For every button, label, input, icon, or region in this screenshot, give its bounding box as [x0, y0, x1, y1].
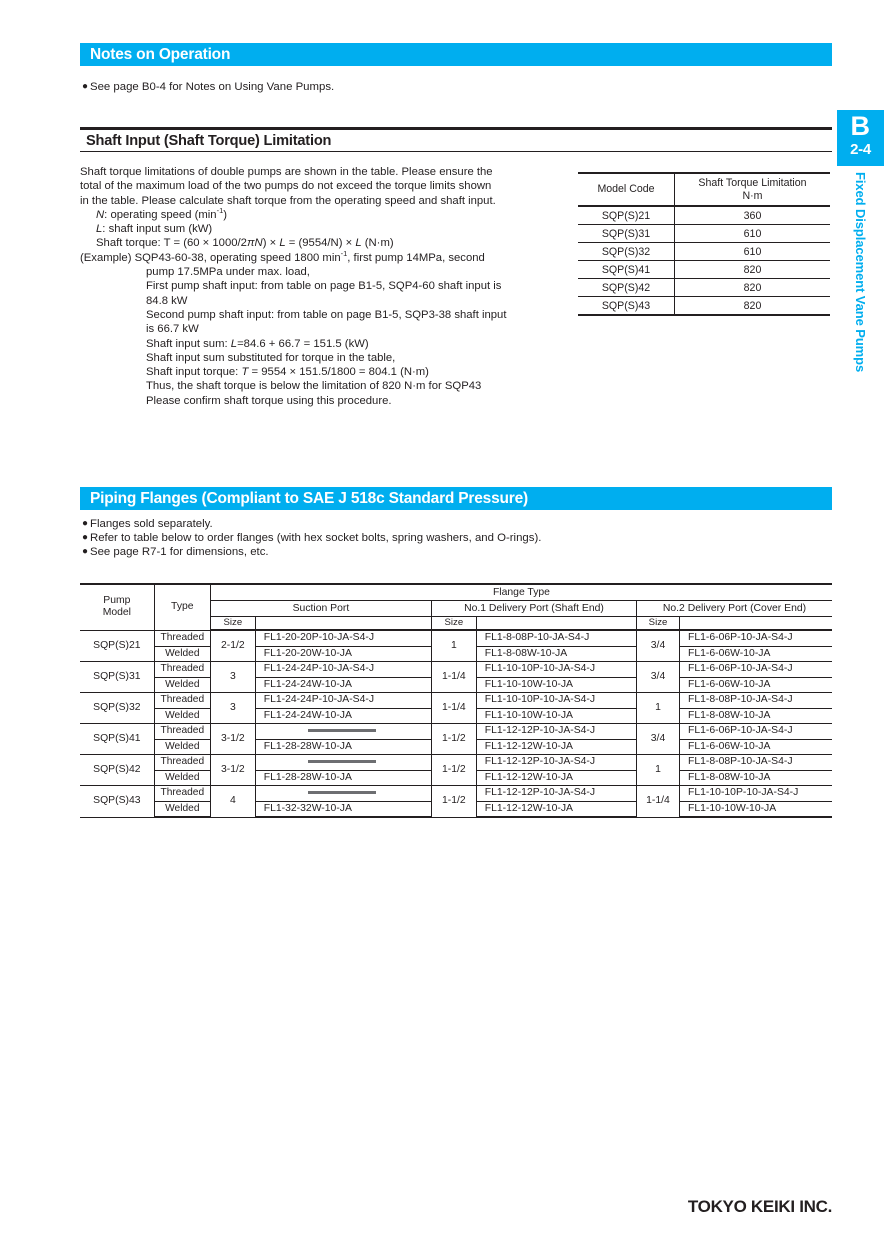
index-vertical-label-wrap — [837, 172, 884, 432]
table-row — [80, 755, 832, 771]
section-index-tab — [837, 110, 884, 166]
paragraph-line: in the table. Please calculate shaft torque from the operating speed and shaft input. — [80, 194, 496, 207]
cell-model-code: SQP(S)21 — [578, 206, 675, 225]
cell-delivery2-size: 1-1/4 — [637, 786, 680, 818]
cell-delivery1-size: 1-1/2 — [431, 724, 476, 755]
example-line: Thus, the shaft torque is below the limitation of 820 N·m for SQP43 — [146, 380, 482, 393]
cell-delivery1-threaded: FL1-8-08P-10-JA-S4-J — [476, 630, 636, 646]
cell-delivery1-size: 1 — [431, 630, 476, 662]
cell-type-threaded: Threaded — [154, 693, 210, 709]
example-line: Shaft input sum substituted for torque in the table, — [146, 351, 396, 364]
cell-torque-limit: 360 — [675, 206, 831, 225]
definition-l: L: shaft input sum (kW) — [96, 223, 213, 236]
em-dash-icon — [308, 729, 376, 731]
example-line: First pump shaft input: from table on page B1-5, SQP4-60 shaft input is — [146, 280, 502, 293]
cell-delivery2-welded: FL1-6-06W-10-JA — [680, 646, 832, 662]
table-row — [80, 724, 832, 740]
cell-pump-model: SQP(S)31 — [80, 662, 154, 693]
piping-flanges-header — [80, 487, 832, 510]
header-suction-code — [255, 617, 431, 631]
cell-delivery1-size: 1-1/2 — [431, 786, 476, 818]
em-dash-icon — [308, 791, 376, 793]
cell-suction-size: 4 — [210, 786, 255, 818]
cell-delivery1-threaded: FL1-12-12P-10-JA-S4-J — [476, 724, 636, 740]
header-flange-type: Flange Type — [210, 584, 832, 601]
cell-suction-welded: FL1-32-32W-10-JA — [255, 801, 431, 817]
cell-pump-model: SQP(S)42 — [80, 755, 154, 786]
cell-pump-model: SQP(S)32 — [80, 693, 154, 724]
example-lead-line: (Example) SQP43-60-38, operating speed 1800 $\min^{-1}$, first pump 14MPa, second — [80, 249, 485, 264]
cell-delivery1-welded: FL1-10-10W-10-JA — [476, 677, 636, 693]
shaft-torque-limitation-table — [578, 172, 830, 316]
cell-type-threaded: Threaded — [154, 786, 210, 802]
cell-type-welded: Welded — [154, 739, 210, 755]
piping-bullet-item — [82, 531, 541, 545]
cell-model-code: SQP(S)42 — [578, 279, 675, 297]
cell-suction-threaded-empty — [255, 786, 431, 802]
piping-bullet-text: See page R7-1 for dimensions, etc. — [90, 546, 269, 558]
header-delivery-port-2: No.2 Delivery Port (Cover End) — [637, 601, 833, 617]
cell-delivery2-welded: FL1-6-06W-10-JA — [680, 739, 832, 755]
cell-delivery2-threaded: FL1-6-06P-10-JA-S4-J — [680, 630, 832, 646]
piping-bullet-item — [82, 517, 213, 531]
cell-delivery2-size: 3/4 — [637, 662, 680, 693]
cell-delivery1-size: 1-1/4 — [431, 693, 476, 724]
example-sum-line: Shaft input sum: L=84.6 + 66.7 = 151.5 (kW) — [146, 337, 369, 350]
cell-delivery2-welded: FL1-6-06W-10-JA — [680, 677, 832, 693]
cell-type-welded: Welded — [154, 770, 210, 786]
piping-flanges-title: Piping Flanges (Compliant to SAE J 518c Standard Pressure) — [90, 489, 529, 507]
header-suction-size: Size — [210, 617, 255, 631]
cell-delivery1-size: 1-1/2 — [431, 755, 476, 786]
table-row — [80, 630, 832, 646]
table-row — [80, 662, 832, 678]
cell-model-code: SQP(S)43 — [578, 297, 675, 316]
shaft-input-heading-block — [80, 127, 832, 152]
definition-n: N: operating speed $(\min^{-1})$ — [96, 206, 228, 221]
cell-type-welded: Welded — [154, 708, 210, 724]
cell-suction-size: 3 — [210, 693, 255, 724]
piping-bullet-text: Flanges sold separately. — [90, 518, 213, 530]
definition-shaft-torque-formula: Shaft torque: T = (60 × 1000/2πN) × L = (9554/N) × L (N·m) — [96, 237, 394, 250]
bullet-dot-icon: ● — [82, 532, 89, 543]
cell-suction-size: 3-1/2 — [210, 755, 255, 786]
cell-type-threaded: Threaded — [154, 724, 210, 740]
cell-delivery1-welded: FL1-12-12W-10-JA — [476, 739, 636, 755]
em-dash-icon — [308, 760, 376, 762]
shaft-input-heading: Shaft Input (Shaft Torque) Limitation — [86, 133, 332, 149]
cell-pump-model: SQP(S)21 — [80, 630, 154, 662]
example-line: pump 17.5MPa under max. load, — [146, 266, 310, 279]
cell-delivery1-welded: FL1-12-12W-10-JA — [476, 801, 636, 817]
cell-delivery2-threaded: FL1-10-10P-10-JA-S4-J — [680, 786, 832, 802]
bullet-dot-icon: ● — [82, 546, 89, 557]
example-torque-line: Shaft input torque: T = 9554 × 151.5/1800 = 804.1 (N·m) — [146, 366, 429, 379]
header-delivery1-code — [476, 617, 636, 631]
notes-bullet-item — [82, 80, 334, 94]
cell-model-code: SQP(S)41 — [578, 261, 675, 279]
cell-delivery2-size: 1 — [637, 755, 680, 786]
header-delivery1-size: Size — [431, 617, 476, 631]
cell-delivery2-welded: FL1-8-08W-10-JA — [680, 770, 832, 786]
cell-delivery2-threaded: FL1-8-08P-10-JA-S4-J — [680, 755, 832, 771]
example-line: Second pump shaft input: from table on page B1-5, SQP3-38 shaft input — [146, 308, 507, 321]
cell-suction-welded: FL1-24-24W-10-JA — [255, 708, 431, 724]
cell-delivery2-welded: FL1-8-08W-10-JA — [680, 708, 832, 724]
cell-model-code: SQP(S)32 — [578, 243, 675, 261]
example-line: Please confirm shaft torque using this procedure. — [146, 394, 392, 407]
company-logo-text: TOKYO KEIKI INC. — [687, 1197, 832, 1216]
bullet-dot-icon: ● — [82, 518, 89, 529]
cell-type-threaded: Threaded — [154, 662, 210, 678]
cell-suction-size: 2-1/2 — [210, 630, 255, 662]
header-pump-model: Pump Model — [80, 584, 154, 630]
cell-delivery1-threaded: FL1-12-12P-10-JA-S4-J — [476, 786, 636, 802]
paragraph-line: total of the maximum load of the two pumps do not exceed the torque limits shown — [80, 180, 492, 193]
piping-bullet-item — [82, 545, 269, 559]
cell-suction-welded: FL1-28-28W-10-JA — [255, 770, 431, 786]
table-header-row — [578, 173, 830, 206]
cell-torque-limit: 820 — [675, 261, 831, 279]
cell-delivery2-size: 3/4 — [637, 724, 680, 755]
header-delivery2-code — [680, 617, 832, 631]
header-delivery2-size: Size — [637, 617, 680, 631]
example-line: is 66.7 kW — [146, 323, 199, 336]
index-page-number: 2-4 — [850, 141, 871, 158]
piping-bullet-text: Refer to table below to order flanges (with hex socket bolts, spring washers, and O-rings). — [90, 532, 542, 544]
header-type: Type — [154, 584, 210, 630]
header-model-code: Model Code — [578, 173, 675, 206]
cell-pump-model: SQP(S)41 — [80, 724, 154, 755]
cell-type-threaded: Threaded — [154, 755, 210, 771]
cell-delivery2-threaded: FL1-6-06P-10-JA-S4-J — [680, 662, 832, 678]
table-row — [80, 786, 832, 802]
cell-torque-limit: 610 — [675, 243, 831, 261]
cell-delivery2-size: 3/4 — [637, 630, 680, 662]
header-suction-port: Suction Port — [210, 601, 431, 617]
cell-delivery1-welded: FL1-12-12W-10-JA — [476, 770, 636, 786]
notes-on-operation-title: Notes on Operation — [90, 45, 231, 63]
notes-bullet-text: See page B0-4 for Notes on Using Vane Pumps. — [90, 81, 335, 93]
cell-model-code: SQP(S)31 — [578, 225, 675, 243]
cell-type-threaded: Threaded — [154, 630, 210, 646]
table-row — [578, 261, 830, 279]
table-header-row-1 — [80, 584, 832, 601]
cell-delivery2-threaded: FL1-6-06P-10-JA-S4-J — [680, 724, 832, 740]
cell-suction-threaded: FL1-20-20P-10-JA-S4-J — [255, 630, 431, 646]
cell-delivery1-threaded: FL1-10-10P-10-JA-S4-J — [476, 662, 636, 678]
cell-delivery2-welded: FL1-10-10W-10-JA — [680, 801, 832, 817]
table-row — [578, 297, 830, 316]
cell-suction-threaded-empty — [255, 724, 431, 740]
cell-suction-threaded: FL1-24-24P-10-JA-S4-J — [255, 693, 431, 709]
cell-delivery1-threaded: FL1-12-12P-10-JA-S4-J — [476, 755, 636, 771]
paragraph-line: Shaft torque limitations of double pumps are shown in the table. Please ensure the — [80, 166, 493, 178]
cell-delivery1-welded: FL1-8-08W-10-JA — [476, 646, 636, 662]
index-vertical-label: Fixed Displacement Vane Pumps — [853, 172, 868, 373]
cell-type-welded: Welded — [154, 801, 210, 817]
cell-torque-limit: 610 — [675, 225, 831, 243]
cell-suction-welded: FL1-28-28W-10-JA — [255, 739, 431, 755]
cell-suction-size: 3 — [210, 662, 255, 693]
cell-delivery1-threaded: FL1-10-10P-10-JA-S4-J — [476, 693, 636, 709]
cell-suction-welded: FL1-24-24W-10-JA — [255, 677, 431, 693]
header-shaft-torque-limitation: Shaft Torque Limitation N·m — [675, 173, 831, 206]
heading-rule-bottom — [80, 151, 832, 152]
table-row — [578, 206, 830, 225]
cell-suction-threaded: FL1-24-24P-10-JA-S4-J — [255, 662, 431, 678]
cell-delivery1-size: 1-1/4 — [431, 662, 476, 693]
table-row — [578, 279, 830, 297]
header-delivery-port-1: No.1 Delivery Port (Shaft End) — [431, 601, 636, 617]
table-row — [80, 693, 832, 709]
index-section-letter: B — [850, 111, 871, 141]
cell-delivery1-welded: FL1-10-10W-10-JA — [476, 708, 636, 724]
cell-suction-size: 3-1/2 — [210, 724, 255, 755]
shaft-input-body-text — [80, 165, 572, 408]
cell-torque-limit: 820 — [675, 279, 831, 297]
cell-torque-limit: 820 — [675, 297, 831, 316]
cell-pump-model: SQP(S)43 — [80, 786, 154, 818]
cell-suction-threaded-empty — [255, 755, 431, 771]
cell-delivery2-threaded: FL1-8-08P-10-JA-S4-J — [680, 693, 832, 709]
table-row — [578, 225, 830, 243]
example-line: 84.8 kW — [146, 294, 188, 307]
cell-type-welded: Welded — [154, 646, 210, 662]
cell-delivery2-size: 1 — [637, 693, 680, 724]
notes-on-operation-header — [80, 43, 832, 66]
piping-flanges-table — [80, 583, 832, 818]
cell-suction-welded: FL1-20-20W-10-JA — [255, 646, 431, 662]
cell-type-welded: Welded — [154, 677, 210, 693]
table-row — [578, 243, 830, 261]
bullet-dot-icon: ● — [82, 81, 89, 92]
